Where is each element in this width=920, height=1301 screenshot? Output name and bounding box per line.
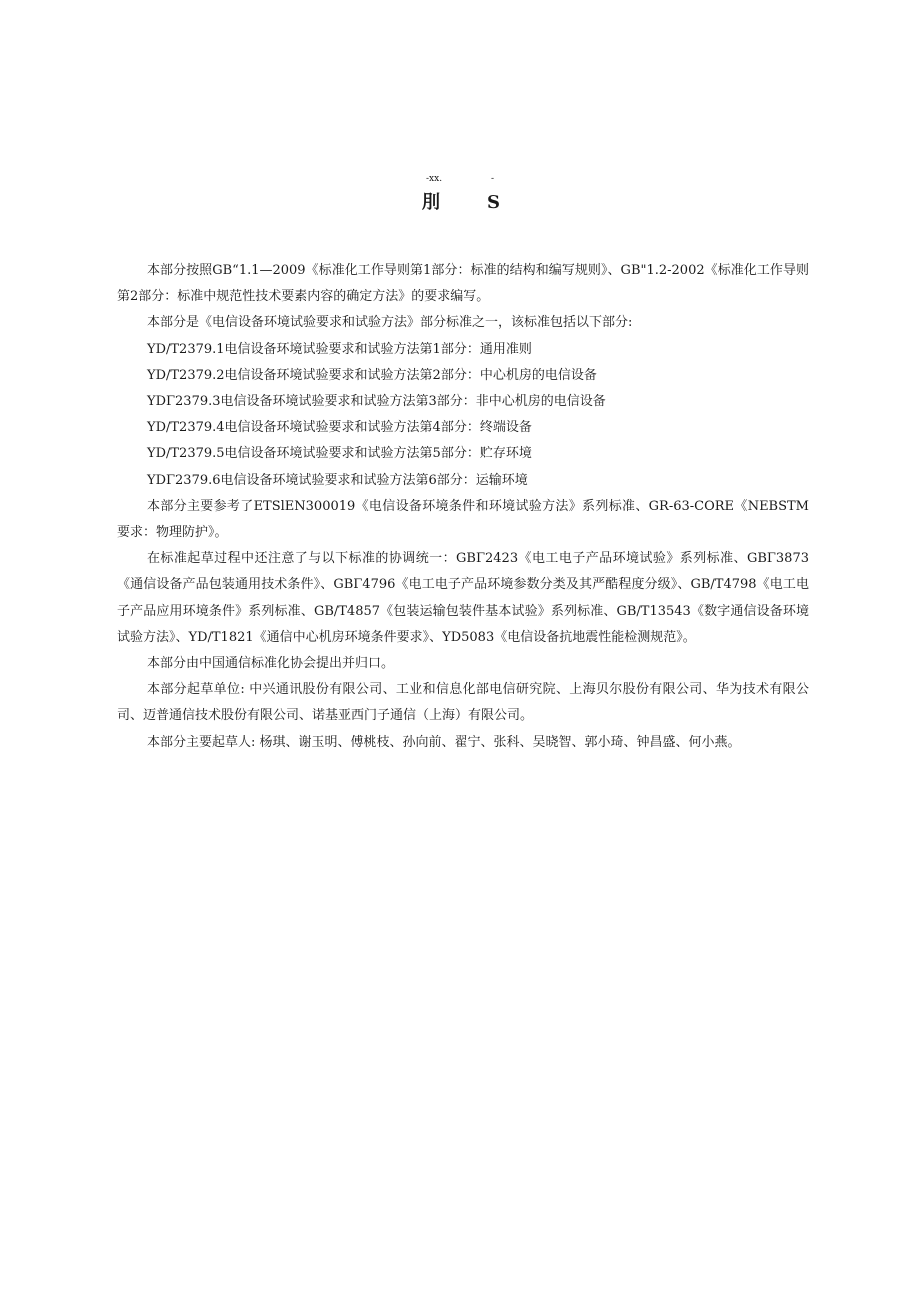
list-item-part-4: YD/T2379.4电信设备环境试验要求和试验方法第4部分：终端设备 [147,420,532,436]
list-item-part-3: YDΓ2379.3电信设备环境试验要求和试验方法第3部分：非中心机房的电信设备 [147,394,606,410]
paragraph-coordination: 在标准起草过程中还注意了与以下标准的协调统一：GBΓ2423《电工电子产品环境试验》系列标准、GBΓ3873《通信设备产品包装通用技术条件》、GBΓ4796《电工电子产品环境参数分类及其严酷程度分级》、GB/T4798《电工电子产品应用环境条件》系列标准、GB/T4857《包装运输包装件基本试验》系列标准、GB/T13543《数字通信设备环境试验方法》、YD/T1821《通信中心机房环境条件要求》、YD5083《电信设备抗地震性能检测规范》。 [117,551,809,645]
header-mark-right: - [491,174,495,184]
list-item-part-1: YD/T2379.1电信设备环境试验要求和试验方法第1部分：通用准则 [147,341,532,357]
paragraph-series-intro: 本部分是《电信设备环境试验要求和试验方法》部分标准之一，该标准包括以下部分: [147,315,633,331]
header-marks [0,172,920,186]
list-item-part-2: YD/T2379.2电信设备环境试验要求和试验方法第2部分：中心机房的电信设备 [147,367,597,383]
paragraph-drafting-units: 本部分起草单位: 中兴通讯股份有限公司、工业和信息化部电信研究院、上海贝尔股份有限公司、华为技术有限公司、迈普通信技术股份有限公司、诺基亚西门子通信（上海）有限公司。 [117,682,809,724]
title-char-2: S [487,192,500,213]
document-body [117,258,809,756]
list-item-part-6: YDΓ2379.6电信设备环境试验要求和试验方法第6部分：运输环境 [147,472,528,488]
paragraph-drafters: 本部分主要起草人: 杨琪、谢玉明、傅桃枝、孙向前、翟宁、张科、吴晓智、郭小琦、钟昌盛、何小燕。 [147,734,741,750]
paragraph-references: 本部分主要参考了ETSlEN300019《电信设备环境条件和环境试验方法》系列标准、GR-63-CORE《NEBSTM要求：物理防护》。 [117,498,809,541]
paragraph-proposer: 本部分由中国通信标准化协会提出并归口。 [147,656,395,672]
title-char-1: 刖 [422,192,440,213]
list-item-part-5: YD/T2379.5电信设备环境试验要求和试验方法第5部分：贮存环境 [147,446,532,462]
page-title [0,190,920,216]
header-mark-left: -xx. [426,174,443,184]
paragraph-drafting-rules: 本部分按照GB“1.1—2009《标准化工作导则第1部分：标准的结构和编写规则》、GB"1.2-2002《标准化工作导则第2部分：标准中规范性技术要素内容的确定方法》的要求编写。 [117,263,809,305]
